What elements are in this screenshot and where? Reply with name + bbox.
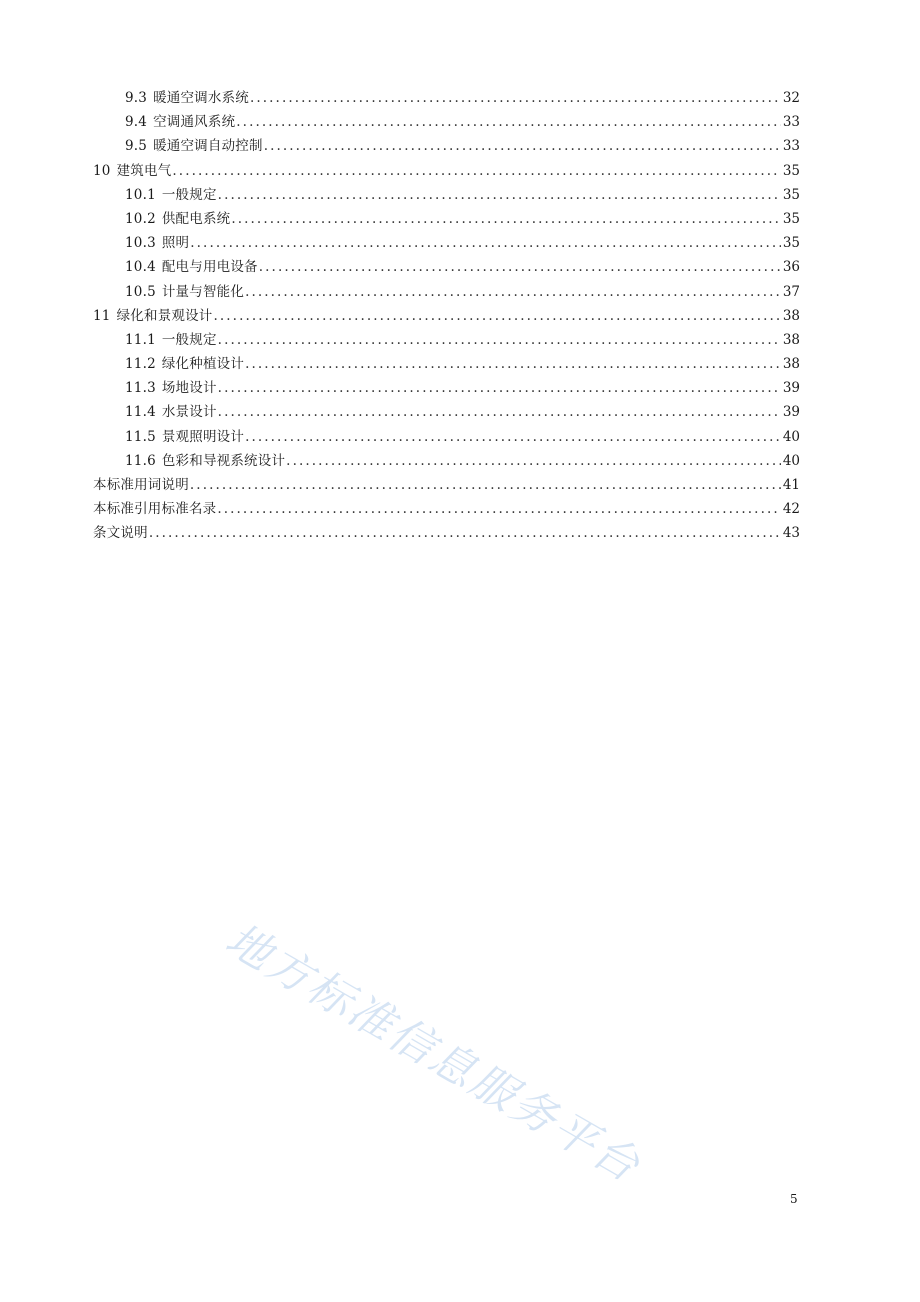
toc-entry-title: 本标准用词说明 <box>93 477 189 493</box>
toc-entry-number: 10.3 <box>125 235 156 252</box>
toc-entry-number: 11.6 <box>125 452 156 469</box>
toc-entry-title <box>125 255 258 279</box>
toc-entry-label: 供配电系统 <box>161 210 231 227</box>
toc-dot-leader <box>286 449 781 473</box>
toc-entry-page: 37 <box>782 283 800 300</box>
toc-entry-title <box>93 159 171 183</box>
toc-entry-label: 暖通空调水系统 <box>153 90 249 106</box>
toc-entry-title <box>125 400 217 424</box>
toc-dot-leader <box>190 473 781 497</box>
toc-entry-page: 35 <box>782 210 800 227</box>
toc-entry-title <box>125 280 244 304</box>
toc-entry-title <box>125 328 217 352</box>
toc-entry-title <box>125 86 249 110</box>
toc-entry-page: 41 <box>782 477 800 493</box>
toc-entry-page: 42 <box>782 501 800 518</box>
toc-dot-leader <box>218 183 781 207</box>
toc-entry-page: 35 <box>782 235 800 252</box>
toc-dot-leader <box>264 134 781 158</box>
toc-entry[interactable] <box>93 400 800 424</box>
toc-entry-page: 35 <box>782 186 800 203</box>
toc-dot-leader <box>250 86 781 110</box>
toc-entry[interactable] <box>93 425 800 449</box>
toc-entry[interactable] <box>93 328 800 352</box>
toc-dot-leader <box>214 304 781 328</box>
toc-dot-leader <box>190 231 781 255</box>
toc-entry-page: 33 <box>782 138 800 155</box>
toc-entry-page: 33 <box>782 114 800 131</box>
toc-entry-title <box>125 110 235 134</box>
toc-dot-leader <box>236 110 781 134</box>
toc-entry-label: 绿化和景观设计 <box>116 307 213 324</box>
toc-entry[interactable] <box>93 86 800 110</box>
toc-entry-number: 11.4 <box>125 404 156 421</box>
toc-entry-number: 9.4 <box>125 114 148 131</box>
toc-entry-number: 9.5 <box>125 138 148 155</box>
toc-entry-title <box>125 134 263 158</box>
toc-entry-label: 建筑电气 <box>116 162 172 179</box>
toc-entry-label: 配电与用电设备 <box>161 259 258 276</box>
toc-entry[interactable] <box>93 280 800 304</box>
toc-entry-label: 景观照明设计 <box>161 428 245 445</box>
page-number: 5 <box>790 1192 798 1206</box>
toc-entry-number: 10.4 <box>125 259 156 276</box>
toc-entry-title <box>125 352 244 376</box>
toc-entry-page: 39 <box>782 380 800 397</box>
toc-entry-title: 本标准引用标准名录 <box>93 501 217 518</box>
toc-entry[interactable] <box>93 449 800 473</box>
watermark-text: 地方标准信息服务平台 <box>217 913 650 1193</box>
toc-entry-label: 绿化种植设计 <box>161 356 245 373</box>
toc-chapter-entry[interactable] <box>93 159 800 183</box>
toc-entry-page: 39 <box>782 404 800 421</box>
toc-dot-leader <box>218 400 781 424</box>
toc-entry-number: 10.1 <box>125 186 156 203</box>
toc-dot-leader <box>245 352 781 376</box>
toc-entry-label: 照明 <box>161 235 190 252</box>
toc-entry[interactable] <box>93 376 800 400</box>
toc-entry-page: 35 <box>782 162 800 179</box>
toc-entry-number: 10.2 <box>125 210 156 227</box>
toc-entry[interactable] <box>93 183 800 207</box>
toc-entry-number: 10.5 <box>125 283 156 300</box>
toc-dot-leader <box>218 328 781 352</box>
toc-entry-title <box>93 304 213 328</box>
toc-entry-number: 11.2 <box>125 356 156 373</box>
toc-dot-leader <box>172 159 780 183</box>
toc-appendix-entry[interactable] <box>93 473 800 497</box>
toc-entry-number: 9.3 <box>125 90 148 106</box>
toc-entry-label: 暖通空调自动控制 <box>153 138 263 155</box>
toc-entry-label: 色彩和导视系统设计 <box>161 452 286 469</box>
toc-appendix-entry[interactable] <box>93 521 800 545</box>
toc-dot-leader <box>259 255 781 279</box>
toc-entry-page: 38 <box>782 356 800 373</box>
toc-entry-title <box>125 376 217 400</box>
toc-entry-number: 11.3 <box>125 380 156 397</box>
toc-dot-leader <box>245 280 781 304</box>
toc-entry-page: 38 <box>782 307 800 324</box>
toc-entry-label: 一般规定 <box>161 331 217 348</box>
toc-entry[interactable] <box>93 134 800 158</box>
toc-entry-title <box>125 425 244 449</box>
toc-entry-title <box>125 231 189 255</box>
toc-entry-page: 36 <box>782 259 800 276</box>
toc-dot-leader <box>245 425 781 449</box>
toc-entry[interactable] <box>93 231 800 255</box>
toc-entry-page: 43 <box>782 525 800 542</box>
toc-dot-leader <box>218 376 781 400</box>
toc-appendix-entry[interactable] <box>93 497 800 521</box>
toc-entry-number: 11 <box>93 307 111 324</box>
toc-entry[interactable] <box>93 207 800 231</box>
toc-dot-leader <box>217 497 781 521</box>
toc-chapter-entry[interactable] <box>93 304 800 328</box>
toc-entry-page: 40 <box>782 452 800 469</box>
toc-entry-number: 11.1 <box>125 331 156 348</box>
toc-entry-title <box>125 449 285 473</box>
toc-entry[interactable] <box>93 110 800 134</box>
toc-entry-title <box>125 207 230 231</box>
toc-dot-leader <box>149 521 781 545</box>
toc-entry-label: 一般规定 <box>161 186 217 203</box>
toc-dot-leader <box>231 207 780 231</box>
toc-entry-title <box>125 183 217 207</box>
toc-entry-label: 空调通风系统 <box>153 114 236 131</box>
toc-entry[interactable] <box>93 255 800 279</box>
toc-entry-label: 场地设计 <box>161 380 217 397</box>
toc-entry-label: 水景设计 <box>161 404 217 421</box>
table-of-contents <box>93 86 800 546</box>
toc-entry-page: 38 <box>782 331 800 348</box>
toc-entry[interactable] <box>93 352 800 376</box>
toc-entry-label: 计量与智能化 <box>161 283 245 300</box>
toc-entry-number: 11.5 <box>125 428 156 445</box>
toc-entry-page: 40 <box>782 428 800 445</box>
toc-entry-page: 32 <box>782 90 800 106</box>
toc-entry-number: 10 <box>93 162 111 179</box>
toc-entry-title: 条文说明 <box>93 525 148 542</box>
